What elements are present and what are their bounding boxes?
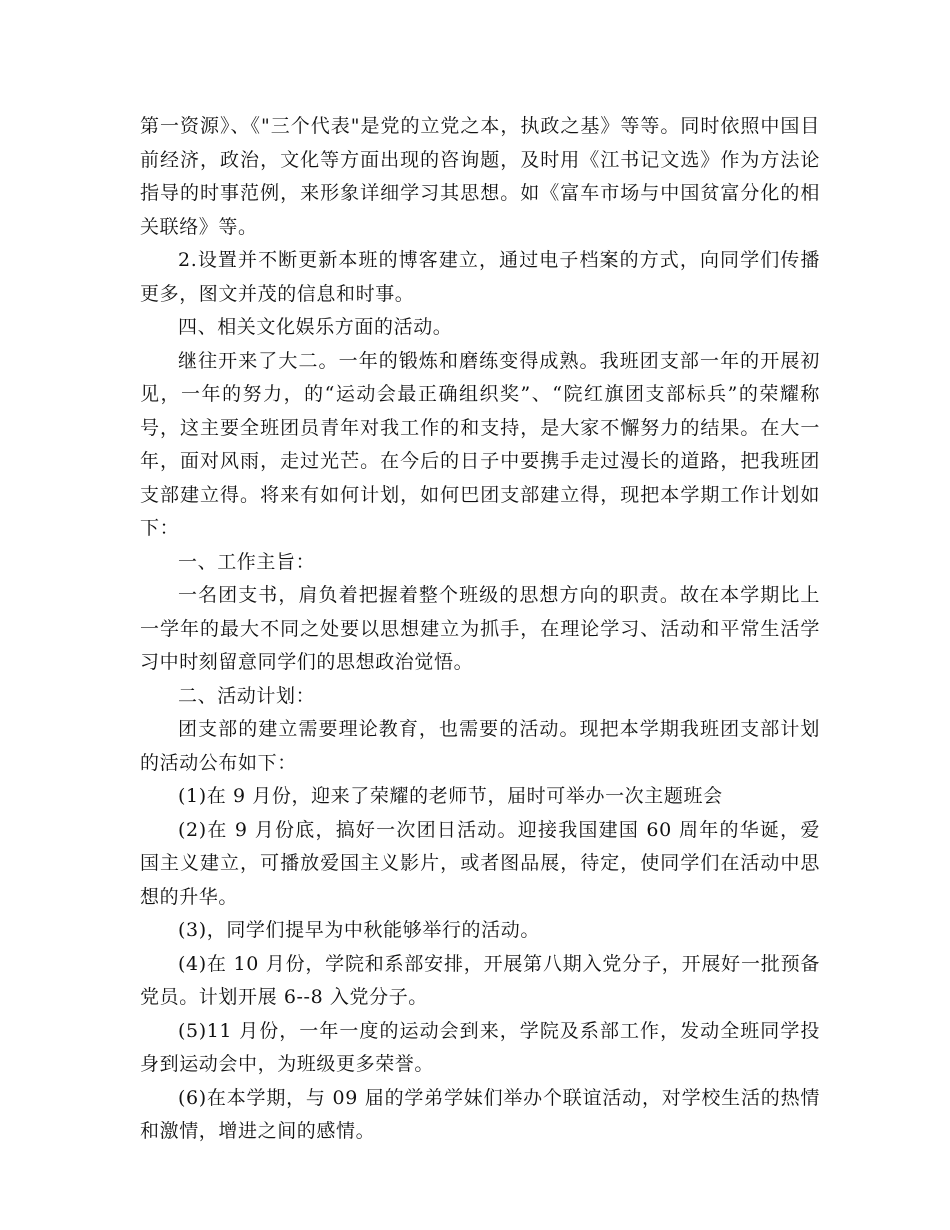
paragraph-plan-intro: 团支部的建立需要理论教育，也需要的活动。现把本学期我班团支部计划的活动公布如下： (140, 718, 820, 774)
paragraph-purpose: 一名团支书，肩负着把握着整个班级的思想方向的职责。故在本学期比上一学年的最大不同之处要以思想建立为抓手，在理论学习、活动和平常生活学习中时刻留意同学们的思想政治觉悟。 (140, 584, 820, 673)
paragraph-1: 第一资源》、《"三个代表"是党的立党之本，执政之基》等等。同时依照中国目前经济，政治，文化等方面出现的咨询题，及时用《江书记文选》作为方法论指导的时事范例，来形象详细学习其思想。如《富车市场与中国贫富分化的相关联络》等。 (140, 115, 820, 238)
plan-item-5: (5)11 月份，一年一度的运动会到来，学院及系部工作，发动全班同学投身到运动会中，为班级更多荣誉。 (140, 1019, 820, 1075)
paragraph-intro: 继往开来了大二。一年的锻炼和磨练变得成熟。我班团支部一年的开展初见，一年的努力，的“运动会最正确组织奖”、“院红旗团支部标兵”的荣耀称号，这主要全班团员青年对我工作的和支持，是大家不懈努力的结果。在大一年，面对风雨，走过光芒。在今后的日子中要携手走过漫长的道路，把我班团支部建立得。将来有如何计划，如何巴团支部建立得，现把本学期工作计划如下： (140, 349, 820, 539)
section-heading-1: 一、工作主旨： (178, 550, 316, 573)
plan-item-4: (4)在 10 月份，学院和系部安排，开展第八期入党分子，开展好一批预备党员。计划开展 6--8 入党分子。 (140, 952, 820, 1008)
plan-item-3: (3)，同学们提早为中秋能够举行的活动。 (178, 919, 540, 941)
plan-item-1: (1)在 9 月份，迎来了荣耀的老师节，届时可举办一次主题班会 (178, 785, 723, 807)
plan-item-6: (6)在本学期，与 09 届的学弟学妹们举办个联谊活动，对学校生活的热情和激情，增进之间的感情。 (140, 1086, 820, 1142)
plan-item-2: (2)在 9 月份底，搞好一次团日活动。迎接我国建国 60 周年的华诞，爱国主义建立，可播放爱国主义影片，或者图品展，待定，使同学们在活动中思想的升华。 (140, 818, 820, 908)
document-body (140, 110, 820, 1149)
section-heading-4: 四、相关文化娱乐方面的活动。 (178, 316, 453, 338)
paragraph-2: 2.设置并不断更新本班的博客建立，通过电子档案的方式，向同学们传播更多，图文并茂的信息和时事。 (140, 249, 820, 305)
section-heading-2: 二、活动计划： (178, 684, 316, 707)
